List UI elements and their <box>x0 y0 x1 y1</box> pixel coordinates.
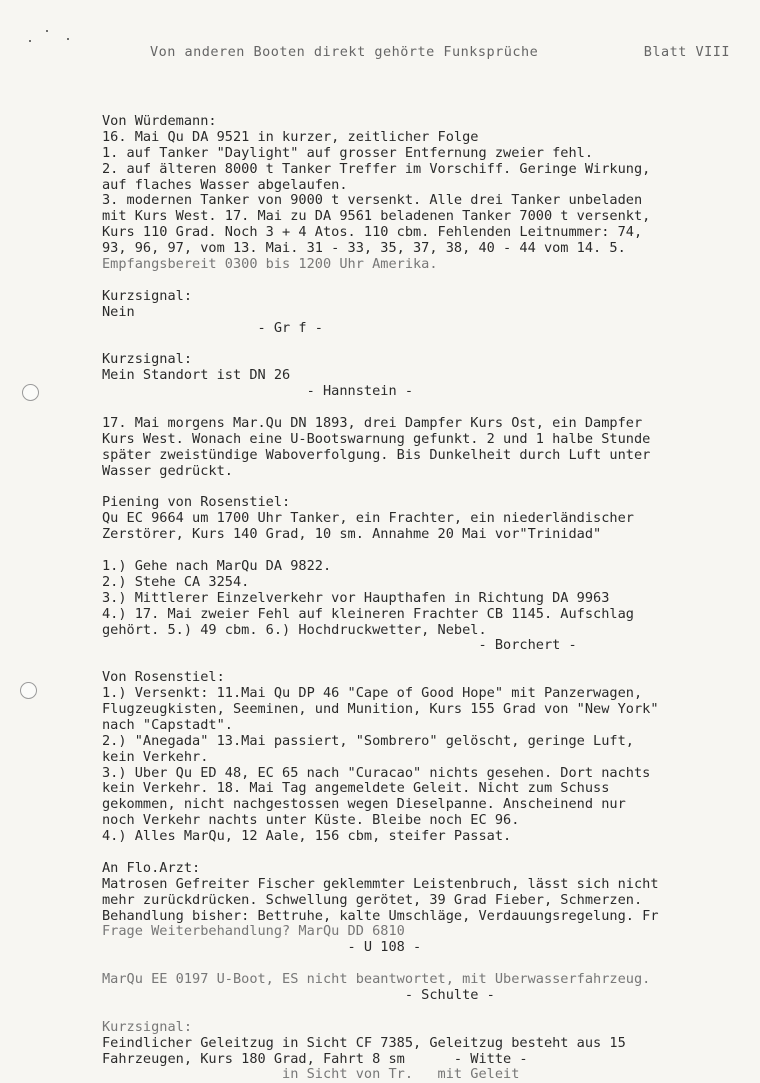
text-line: mehr zurückdrücken. Schwellung gerötet, 39 Grad Fieber, Schmerzen. <box>102 892 643 908</box>
text-line: 1. auf Tanker "Daylight" auf grosser Entfernung zweier fehl. <box>102 145 594 161</box>
text-line: nach "Capstadt". <box>102 717 233 733</box>
page-title: Von anderen Booten direkt gehörte Funksprüche <box>150 44 539 60</box>
text-line: 1.) Gehe nach MarQu DA 9822. <box>102 558 332 574</box>
text-line: 93, 96, 97, vom 13. Mai. 31 - 33, 35, 37, 38, 40 - 44 vom 14. 5. <box>102 241 626 257</box>
text-line: Kurzsignal: <box>102 1019 193 1035</box>
text-line: Von Rosenstiel: <box>102 670 225 686</box>
text-line: Qu EC 9664 um 1700 Uhr Tanker, ein Frachter, ein niederländischer <box>102 511 634 527</box>
text-line: MarQu EE 0197 U-Boot, ES nicht beantwortet, mit Überwasserfahrzeug. <box>102 972 651 988</box>
blank-line <box>102 543 747 559</box>
text-line: Flugzeugkisten, Seeminen, und Munition, Kurs 155 Grad von "New York" <box>102 701 659 717</box>
text-line: 2.) Stehe CA 3254. <box>102 574 250 590</box>
blank-line <box>102 479 747 495</box>
text-line: 4.) 17. Mai zweier Fehl auf kleineren Frachter CB 1145. Aufschlag <box>102 606 634 622</box>
text-line: Kurs West. Wonach eine U-Bootswarnung gefunkt. 2 und 1 halbe Stunde <box>102 431 651 447</box>
text-line: Piening von Rosenstiel: <box>102 495 291 511</box>
text-line: Zerstörer, Kurs 140 Grad, 10 sm. Annahme 20 Mai vor"Trinidad" <box>102 527 602 543</box>
punch-hole <box>20 682 37 699</box>
text-line: Behandlung bisher: Bettruhe, kalte Umschläge, Verdauungsregelung. Fr <box>102 908 659 924</box>
text-line: Kurzsignal: <box>102 352 193 368</box>
text-line: Kurs 110 Grad. Noch 3 + 4 Atos. 110 cbm. Fehlenden Leitnummer: 74, <box>102 225 643 241</box>
text-line: in Sicht von Tr. mit Geleit <box>102 1067 520 1083</box>
text-line: Fahrzeugen, Kurs 180 Grad, Fahrt 8 sm - Witte - <box>102 1051 528 1067</box>
text-line: - Borchert - <box>102 638 577 654</box>
text-line: - Hannstein - <box>102 384 413 400</box>
text-line: gehört. 5.) 49 cbm. 6.) Hochdruckwetter, Nebel. <box>102 622 487 638</box>
text-line: Nein <box>102 304 135 320</box>
text-line: mit Kurs West. 17. Mai zu DA 9561 beladenen Tanker 7000 t versenkt, <box>102 209 651 225</box>
text-line: An Flo.Arzt: <box>102 860 201 876</box>
ink-speck <box>46 30 48 32</box>
text-line: 3.) Über Qu ED 48, EC 65 nach "Curacao" nichts gesehen. Dort nachts <box>102 765 651 781</box>
text-line: Mein Standort ist DN 26 <box>102 368 291 384</box>
blank-line <box>102 1004 747 1020</box>
text-line: gekommen, nicht nachgestossen wegen Dieselpanne. Anscheinend nur <box>102 797 626 813</box>
text-line: später zweistündige Waboverfolgung. Bis Dunkelheit durch Luft unter <box>102 447 651 463</box>
blank-line <box>102 336 747 352</box>
text-line: - Gr f - <box>102 320 323 336</box>
ink-speck <box>67 38 69 40</box>
text-line: 3. modernen Tanker von 9000 t versenkt. Alle drei Tanker unbeladen <box>102 193 643 209</box>
text-line: 3.) Mittlerer Einzelverkehr vor Haupthafen in Richtung DA 9963 <box>102 590 610 606</box>
text-line: Kurzsignal: <box>102 288 193 304</box>
text-line: 17. Mai morgens Mar.Qu DN 1893, drei Dampfer Kurs Ost, ein Dampfer <box>102 415 643 431</box>
punch-hole <box>22 384 39 401</box>
text-line: Wasser gedrückt. <box>102 463 233 479</box>
page-header <box>150 44 730 60</box>
text-line: - U 108 - <box>102 940 422 956</box>
text-line: 4.) Alles MarQu, 12 Aale, 156 cbm, steifer Passat. <box>102 829 512 845</box>
text-line: Feindlicher Geleitzug in Sicht CF 7385, Geleitzug besteht aus 15 <box>102 1035 626 1051</box>
text-line: 1.) Versenkt: 11.Mai Qu DP 46 "Cape of Good Hope" mit Panzerwagen, <box>102 686 643 702</box>
text-line: auf flaches Wasser abgelaufen. <box>102 177 348 193</box>
document-body <box>102 114 747 1083</box>
blank-line <box>102 654 747 670</box>
text-line: noch Verkehr nachts unter Küste. Bleibe noch EC 96. <box>102 813 520 829</box>
text-line: kein Verkehr. 18. Mai Tag angemeldete Geleit. Nicht zum Schuss <box>102 781 610 797</box>
blank-line <box>102 273 747 289</box>
text-line: Frage Weiterbehandlung? MarQu DD 6810 <box>102 924 405 940</box>
text-line: Matrosen Gefreiter Fischer geklemmter Leistenbruch, lässt sich nicht <box>102 876 659 892</box>
text-line: 2.) "Anegada" 13.Mai passiert, "Sombrero" gelöscht, geringe Luft, <box>102 733 634 749</box>
blank-line <box>102 956 747 972</box>
blank-line <box>102 400 747 416</box>
text-line: kein Verkehr. <box>102 749 209 765</box>
text-line: - Schulte - <box>102 987 495 1003</box>
ink-speck <box>29 40 31 42</box>
sheet-number: Blatt VIII <box>643 44 730 60</box>
blank-line <box>102 845 747 861</box>
text-line: 16. Mai Qu DA 9521 in kurzer, zeitlicher Folge <box>102 129 479 145</box>
text-line: Von Würdemann: <box>102 114 217 129</box>
text-line: 2. auf älteren 8000 t Tanker Treffer im Vorschiff. Geringe Wirkung, <box>102 161 651 177</box>
text-line: Empfangsbereit 0300 bis 1200 Uhr Amerika. <box>102 257 438 273</box>
